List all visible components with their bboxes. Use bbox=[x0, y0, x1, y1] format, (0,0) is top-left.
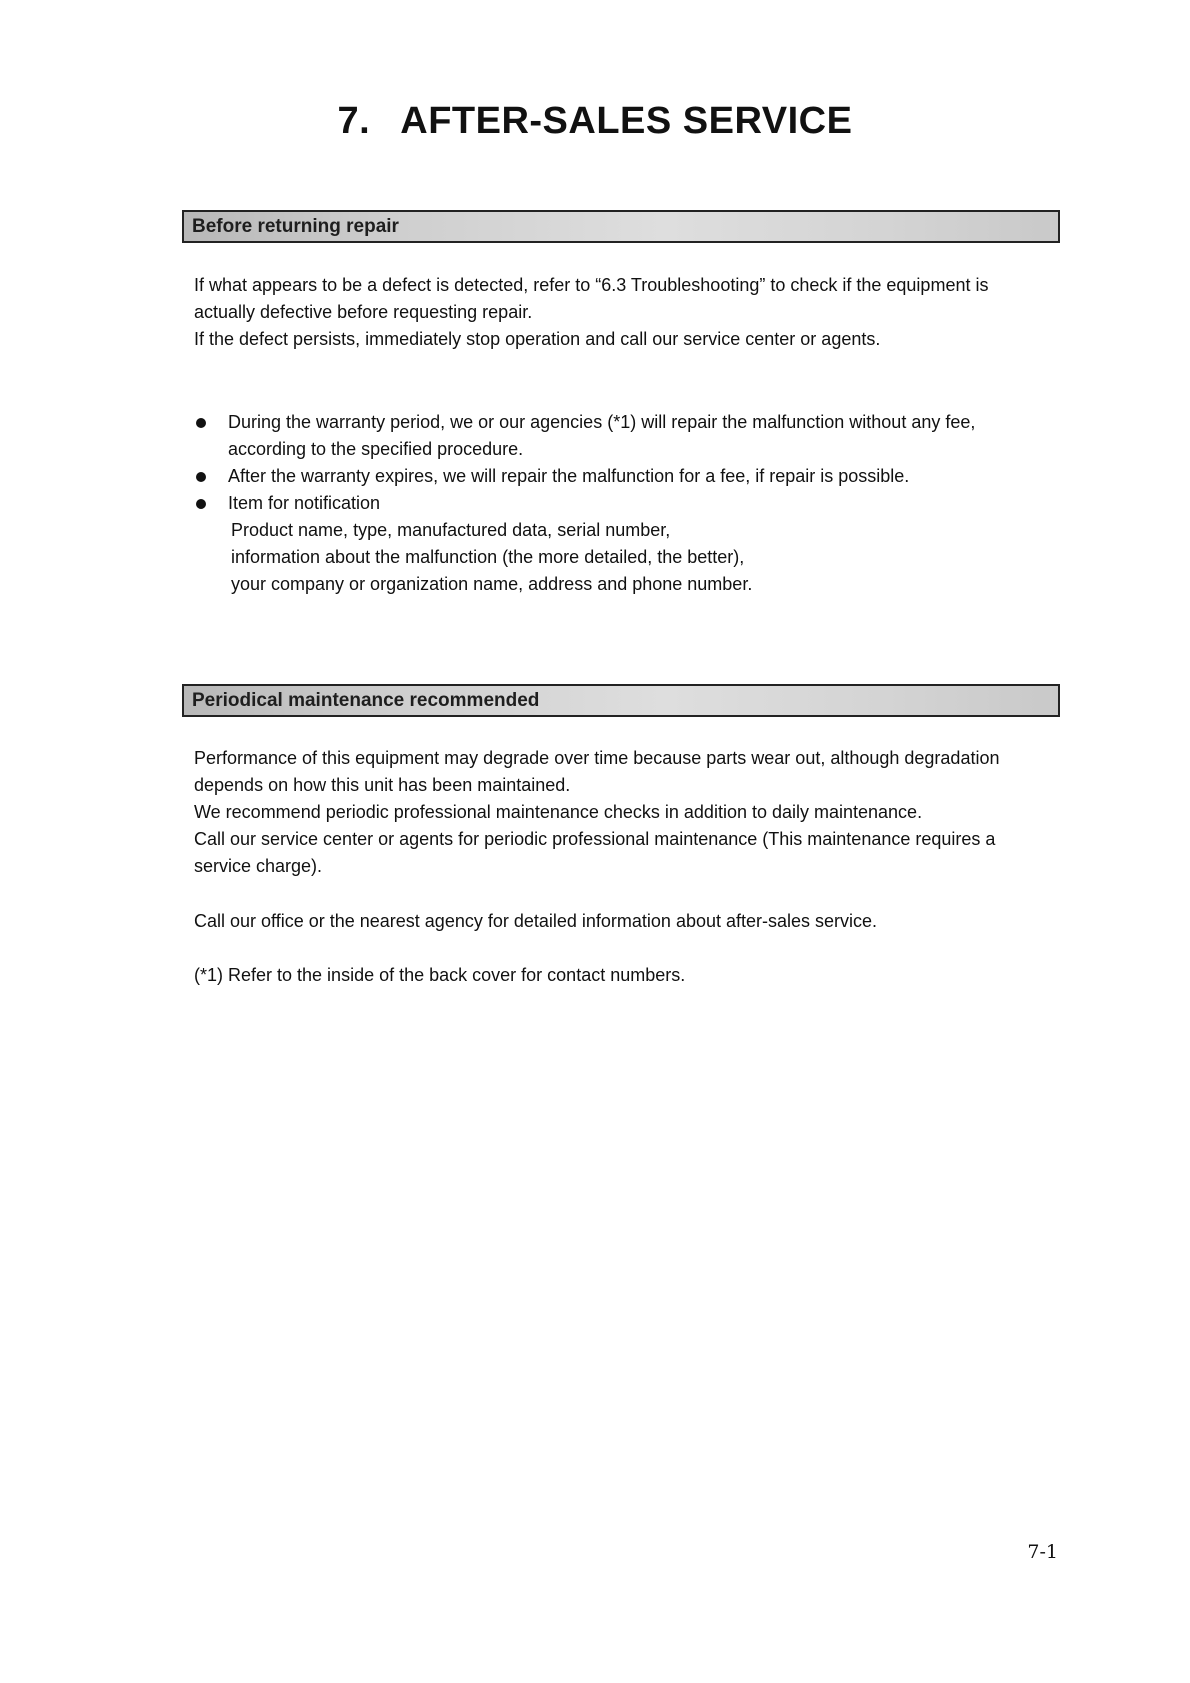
notification-items bbox=[194, 517, 1054, 598]
text-line: Performance of this equipment may degrade over time because parts wear out, although degradation bbox=[194, 748, 1000, 768]
text-line: We recommend periodic professional maintenance checks in addition to daily maintenance. bbox=[194, 802, 923, 822]
text-line: Product name, type, manufactured data, serial number, bbox=[231, 520, 671, 540]
page-number: 7-1 bbox=[1027, 1541, 1058, 1563]
repair-bullet-list bbox=[194, 409, 1054, 598]
text-line: service charge). bbox=[194, 856, 323, 876]
chapter-title: AFTER-SALES SERVICE bbox=[400, 100, 853, 142]
text-line: After the warranty expires, we will repair the malfunction for a fee, if repair is possible. bbox=[228, 466, 910, 486]
text-line: If the defect persists, immediately stop operation and call our service center or agents. bbox=[194, 329, 881, 349]
text-line: If what appears to be a defect is detected, refer to “6.3 Troubleshooting” to check if the equipment is bbox=[194, 275, 989, 295]
section-header-label: Before returning repair bbox=[192, 216, 399, 237]
chapter-number: 7. bbox=[337, 100, 371, 142]
text-line: according to the specified procedure. bbox=[228, 439, 524, 459]
list-item bbox=[194, 409, 1054, 463]
bullet-icon bbox=[196, 472, 206, 482]
bullet-icon bbox=[196, 499, 206, 509]
bullet-icon bbox=[196, 418, 206, 428]
text-line: Item for notification bbox=[228, 493, 381, 513]
section-header-before-returning-repair bbox=[182, 210, 1060, 243]
text-line: During the warranty period, we or our agencies (*1) will repair the malfunction without any fee, bbox=[228, 412, 976, 432]
text-line: your company or organization name, address and phone number. bbox=[231, 574, 753, 594]
section-header-label: Periodical maintenance recommended bbox=[192, 690, 540, 711]
maintenance-paragraph bbox=[194, 745, 1044, 880]
text-line: actually defective before requesting repair. bbox=[194, 302, 533, 322]
footnote: (*1) Refer to the inside of the back cover for contact numbers. bbox=[194, 965, 686, 985]
text-line: information about the malfunction (the more detailed, the better), bbox=[231, 547, 745, 567]
list-item bbox=[194, 463, 1054, 490]
list-item bbox=[194, 490, 1054, 517]
section-header-periodical-maintenance bbox=[182, 684, 1060, 717]
before-repair-intro bbox=[194, 272, 1044, 353]
contact-office-paragraph: Call our office or the nearest agency for detailed information about after-sales service. bbox=[194, 911, 878, 931]
text-line: Call our service center or agents for periodic professional maintenance (This maintenance requires a bbox=[194, 829, 996, 849]
text-line: depends on how this unit has been maintained. bbox=[194, 775, 571, 795]
page-title bbox=[0, 100, 1190, 143]
